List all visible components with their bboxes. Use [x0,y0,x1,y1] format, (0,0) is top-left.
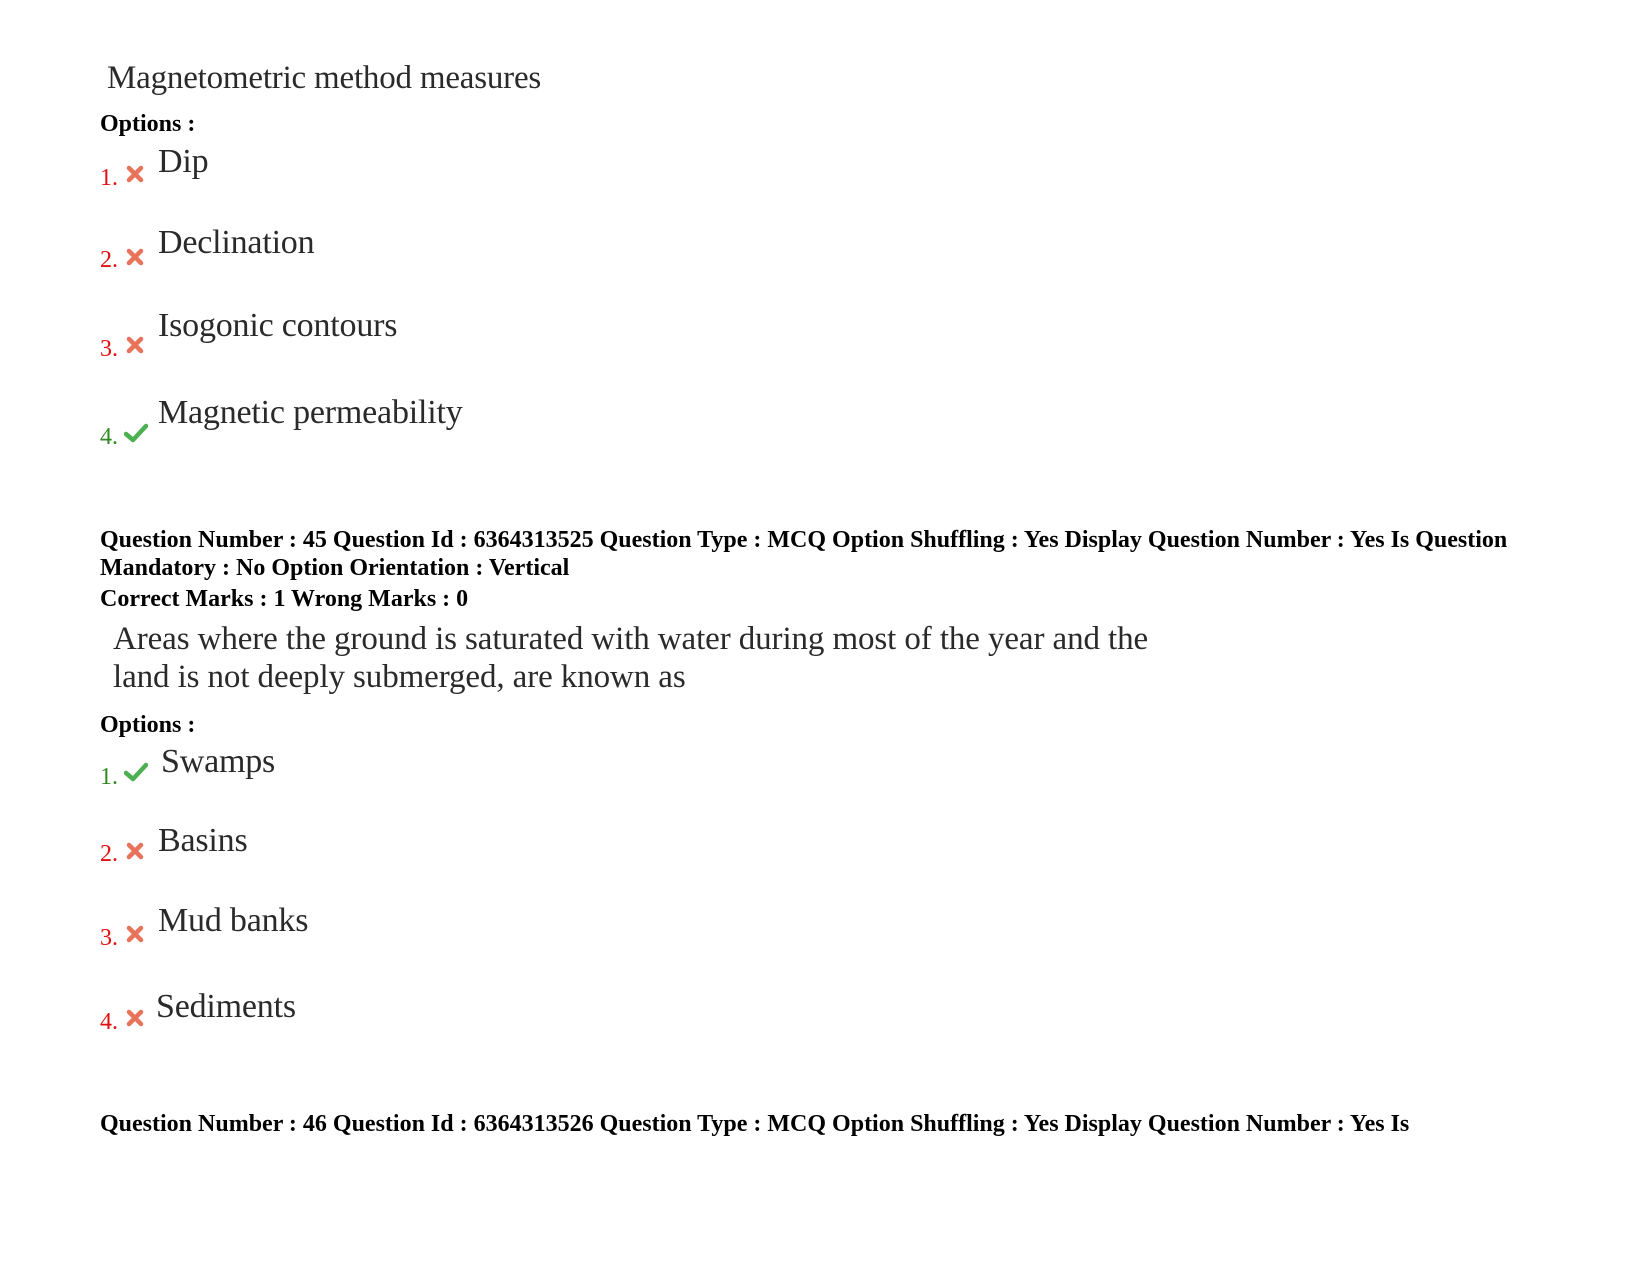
option-number: 4. [100,424,118,450]
cross-icon [124,246,146,268]
option-number: 1. [100,764,118,790]
option-number: 3. [100,925,118,951]
question-45-text-line1: Areas where the ground is saturated with water during most of the year and the [113,621,1149,657]
cross-icon [124,923,146,945]
option-text: Basins [158,822,248,859]
option-number: 2. [100,247,118,273]
cross-icon [124,1007,146,1029]
question-44-text: Magnetometric method measures [107,60,542,96]
question-45-text-line2: land is not deeply submerged, are known as [113,659,686,695]
option-text: Declination [158,224,315,261]
options-label: Options : [100,111,196,137]
question-meta: Question Number : 46 Question Id : 6364313526 Question Type : MCQ Option Shuffling : Yes Display Question Number : Yes Is [100,1111,1410,1137]
check-icon [124,761,148,783]
cross-icon [124,163,146,185]
options-label: Options : [100,712,196,738]
question-marks: Correct Marks : 1 Wrong Marks : 0 [100,586,469,612]
option-text: Isogonic contours [158,307,398,344]
option-number: 1. [100,165,118,191]
option-text: Sediments [156,988,296,1025]
cross-icon [124,840,146,862]
option-number: 4. [100,1009,118,1035]
cross-icon [124,334,146,356]
option-text: Swamps [161,743,276,780]
option-number: 2. [100,841,118,867]
option-number: 3. [100,336,118,362]
option-text: Magnetic permeability [158,394,463,431]
check-icon [124,422,148,444]
option-text: Mud banks [158,902,309,939]
option-text: Dip [158,143,209,180]
question-meta: Question Number : 45 Question Id : 6364313525 Question Type : MCQ Option Shuffling : Yes Display Question Number : Yes Is Question Mandatory : No Option Orientation : Vertical [100,527,1508,581]
